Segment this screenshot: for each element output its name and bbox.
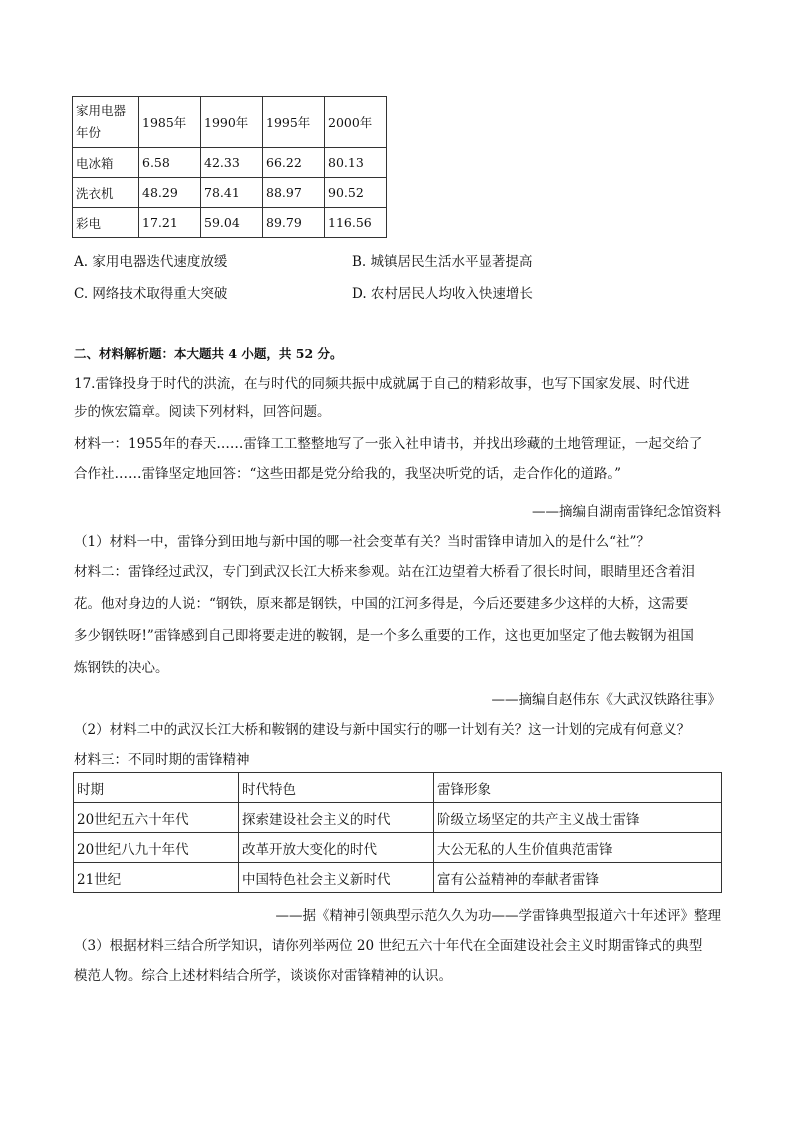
- row-label: 电冰箱: [73, 148, 139, 178]
- table-cell: 探索建设社会主义的时代: [239, 803, 434, 833]
- q17-intro-line: 步的恢宏篇章。阅读下列材料，回答问题。: [74, 404, 331, 420]
- material-two-line: 多少钢铁呀!”雷锋感到自己即将要走进的鞍钢，是一个多么重要的工作，这也更加坚定了他去鞍钢为祖国: [74, 628, 694, 644]
- table-cell: 90.52: [325, 178, 387, 208]
- table-cell: 59.04: [201, 208, 263, 238]
- table-cell: 89.79: [263, 208, 325, 238]
- table-cell: 48.29: [139, 178, 201, 208]
- table-cell: 42.33: [201, 148, 263, 178]
- table-cell: 66.22: [263, 148, 325, 178]
- material-two-source: ——摘编自赵伟东《大武汉铁路往事》: [491, 692, 721, 708]
- option-c[interactable]: C. 网络技术取得重大突破: [74, 286, 228, 302]
- table-cell: 116.56: [325, 208, 387, 238]
- leifeng-spirit-table: [73, 772, 722, 893]
- table-cell: 78.41: [201, 178, 263, 208]
- option-b[interactable]: B. 城镇居民生活水平显著提高: [352, 254, 533, 270]
- material-two-line: 花。他对身边的人说：“钢铁，原来都是钢铁，中国的江河多得是，今后还要建多少这样的大桥，这需要: [74, 596, 689, 612]
- header-bottom-label: 年份: [76, 125, 102, 140]
- column-header: 时代特色: [239, 773, 434, 803]
- table-corner-cell: [73, 97, 139, 148]
- table-cell: 中国特色社会主义新时代: [239, 863, 434, 893]
- table-cell: 阶级立场坚定的共产主义战士雷锋: [434, 803, 722, 833]
- question-3-line: （3）根据材料三结合所学知识，请你列举两位 20 世纪五六十年代在全面建设社会主义时期雷锋式的典型: [74, 938, 703, 954]
- table-cell: 改革开放大变化的时代: [239, 833, 434, 863]
- table-row: [74, 863, 722, 893]
- table-header-row: [73, 97, 387, 148]
- table-row: [74, 833, 722, 863]
- table-cell: 80.13: [325, 148, 387, 178]
- table-cell: 21世纪: [74, 863, 239, 893]
- table-header-row: [74, 773, 722, 803]
- year-header: 1990年: [201, 97, 263, 148]
- table-cell: 20世纪八九十年代: [74, 833, 239, 863]
- row-label: 彩电: [73, 208, 139, 238]
- row-label: 洗衣机: [73, 178, 139, 208]
- table-cell: 17.21: [139, 208, 201, 238]
- table-cell: 88.97: [263, 178, 325, 208]
- table-row: [73, 178, 387, 208]
- material-three-title: 材料三：不同时期的雷锋精神: [74, 752, 250, 768]
- material-one-source: ——摘编自湖南雷锋纪念馆资料: [532, 504, 721, 520]
- table-row: [73, 208, 387, 238]
- column-header: 雷锋形象: [434, 773, 722, 803]
- column-header: 时期: [74, 773, 239, 803]
- year-header: 2000年: [325, 97, 387, 148]
- material-three-source: ——据《精神引领典型示范久久为功——学雷锋典型报道六十年述评》整理: [275, 908, 721, 924]
- table-cell: 20世纪五六十年代: [74, 803, 239, 833]
- table-row: [74, 803, 722, 833]
- option-d[interactable]: D. 农村居民人均收入快速增长: [352, 286, 533, 302]
- question-2: （2）材料二中的武汉长江大桥和鞍钢的建设与新中国实行的哪一计划有关？这一计划的完成有何意义？: [74, 722, 691, 738]
- header-top-label: 家用电器: [76, 103, 127, 118]
- appliance-ownership-table: [72, 96, 387, 238]
- year-header: 1995年: [263, 97, 325, 148]
- table-cell: 富有公益精神的奉献者雷锋: [434, 863, 722, 893]
- material-two-line: 炼钢铁的决心。: [74, 660, 169, 676]
- section-title: 二、材料解析题：本大题共 4 小题，共 52 分。: [74, 346, 343, 361]
- question-1: （1）材料一中，雷锋分到田地与新中国的哪一社会变革有关？当时雷锋申请加入的是什么“社”？: [74, 534, 650, 550]
- year-header: 1985年: [139, 97, 201, 148]
- question-3-line: 模范人物。综合上述材料结合所学，谈谈你对雷锋精神的认识。: [74, 968, 452, 984]
- table-cell: 大公无私的人生价值典范雷锋: [434, 833, 722, 863]
- material-two-line: 材料二：雷锋经过武汉，专门到武汉长江大桥来参观。站在江边望着大桥看了很长时间，眼睛里还含着泪: [74, 564, 695, 580]
- material-one-line: 材料一：1955年的春天……雷锋工工整整地写了一张入社申请书，并找出珍藏的土地管理证，一起交给了: [74, 436, 703, 452]
- option-a[interactable]: A. 家用电器迭代速度放缓: [74, 254, 228, 270]
- table-row: [73, 148, 387, 178]
- table-cell: 6.58: [139, 148, 201, 178]
- material-one-line: 合作社……雷锋坚定地回答：“这些田都是党分给我的，我坚决听党的话，走合作化的道路。”: [74, 466, 622, 482]
- q17-intro-line: 17.雷锋投身于时代的洪流，在与时代的同频共振中成就属于自己的精彩故事，也写下国家发展、时代进: [74, 376, 690, 392]
